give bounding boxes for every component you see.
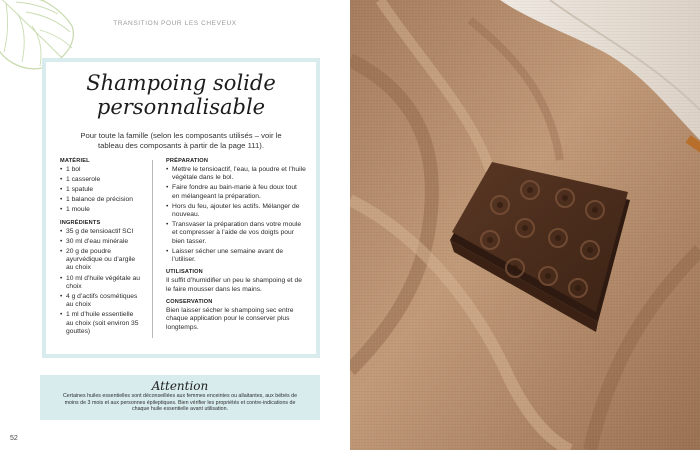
list-item: • 1 moule	[60, 206, 142, 214]
materiel-heading: MATÉRIEL	[60, 158, 90, 164]
ingredients-list	[60, 228, 142, 337]
attention-text: Certaines huiles essentielles sont déconseillées aux femmes enceintes ou allaitantes, aux bébés de moins de 3 mois et aux personnes épileptiques. Bien vérifier les propriétés et contre-indications de chaque huile essentielle avant utilisation.	[62, 393, 298, 413]
materiel-list	[60, 166, 142, 215]
page-number: 52	[10, 435, 18, 442]
shampoo-bar-photo	[350, 0, 700, 450]
right-column	[166, 158, 306, 332]
list-item: • 1 casserole	[60, 176, 142, 184]
running-head: TRANSITION POUR LES CHEVEUX	[113, 20, 237, 27]
left-column	[60, 158, 142, 338]
list-item: • 4 g d’actifs cosmétiques au choix	[60, 293, 142, 310]
recipe-intro: Pour toute la famille (selon les composants utilisés – voir le tableau des composants à partir de la page 111).	[80, 131, 282, 150]
conservation-heading: CONSERVATION	[166, 299, 213, 306]
conservation-text: Bien laisser sécher le shampoing sec entre chaque application pour le conserver plus longtemps.	[166, 307, 294, 331]
list-item: • 1 bol	[60, 166, 142, 174]
preparation-heading: PRÉPARATION	[166, 158, 209, 164]
list-item: • 35 g de tensioactif SCI	[60, 228, 142, 236]
utilisation-text: Il suffit d’humidifier un peu le shampoing et de le faire mousser dans les mains.	[166, 277, 302, 293]
recipe-title-line-1: Shampoing solide	[86, 71, 276, 95]
recipe-title-line-2: personnalisable	[96, 95, 266, 119]
right-page	[350, 0, 700, 450]
ingredients-heading: INGRÉDIENTS	[60, 219, 101, 226]
attention-title: Attention	[151, 379, 209, 393]
list-item: • 1 ml d’huile essentielle au choix (soit environ 35 gouttes)	[60, 311, 142, 336]
list-item: • 20 g de poudre ayurvédique ou d’argile au choix	[60, 248, 142, 273]
list-item: • 1 spatule	[60, 186, 142, 194]
preparation-list	[166, 166, 306, 264]
list-item: • Transvaser la préparation dans votre moule et compresser à l’aide de vos doigts pour bien tasser.	[166, 221, 306, 246]
attention-box	[40, 375, 320, 420]
list-item: • 1 balance de précision	[60, 196, 142, 204]
list-item: • Laisser sécher une semaine avant de l’utiliser.	[166, 248, 306, 265]
column-divider	[152, 160, 153, 338]
list-item: • Faire fondre au bain-marie à feu doux tout en mélangeant la préparation.	[166, 184, 306, 201]
list-item: • 10 ml d’huile végétale au choix	[60, 275, 142, 292]
list-item: • 30 ml d’eau minérale	[60, 238, 142, 246]
utilisation-heading: UTILISATION	[166, 269, 203, 276]
recipe-title	[50, 71, 312, 119]
list-item: • Hors du feu, ajouter les actifs. Mélanger de nouveau.	[166, 203, 306, 220]
list-item: • Mettre le tensioactif, l’eau, la poudre et l’huile végétale dans le bol.	[166, 166, 306, 183]
